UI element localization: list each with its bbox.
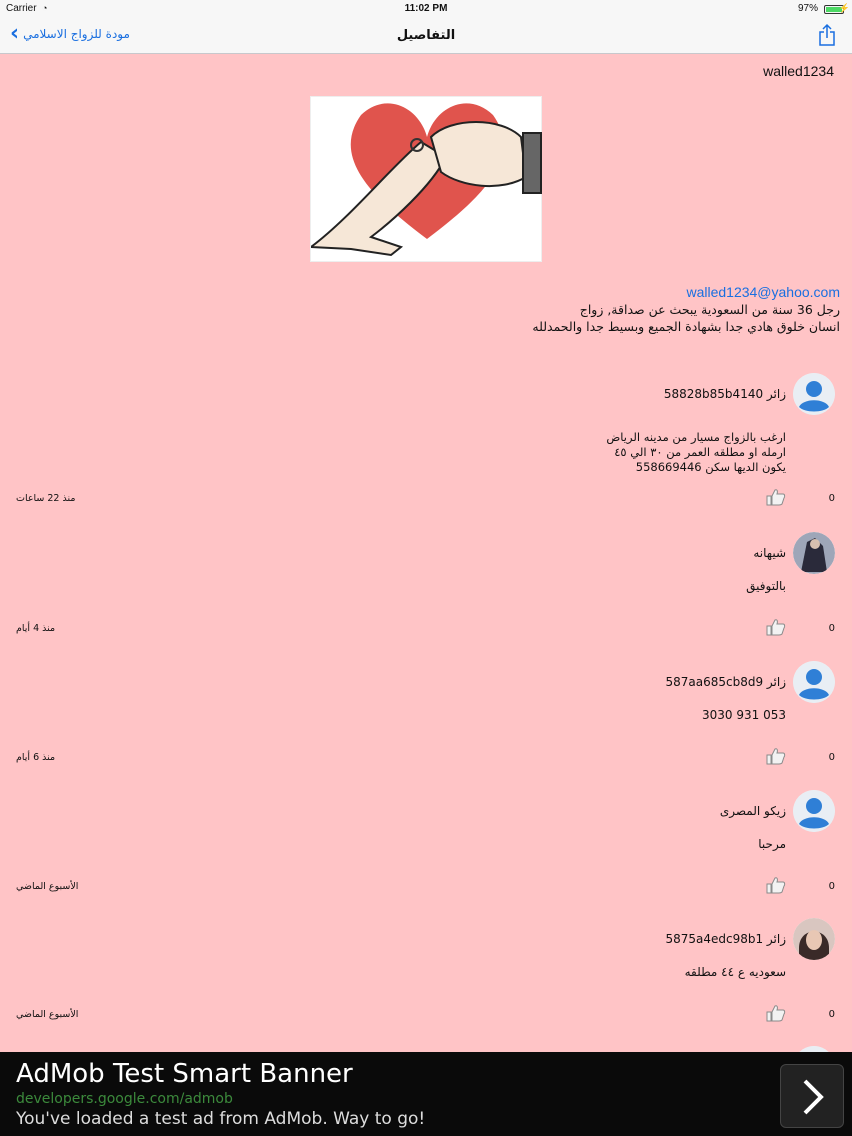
comment-time: منذ 22 ساعات xyxy=(16,493,76,504)
comment-body xyxy=(746,579,786,594)
comment-author: زائر 587aa685cb8d9 xyxy=(665,675,786,689)
comment-item xyxy=(0,532,852,661)
comment-item xyxy=(0,790,852,919)
comment-line: ارغب بالزواج مسيار من مدينه الرياض xyxy=(606,430,786,444)
comment-line: ارمله او مطلقه العمر من ٣٠ الي ٤٥ xyxy=(614,445,786,459)
ad-title: AdMob Test Smart Banner xyxy=(16,1059,353,1089)
thumbs-up-icon[interactable] xyxy=(766,747,786,765)
profile-username: walled1234 xyxy=(763,63,834,79)
comment-line: يكون الديها سكن 558669446 xyxy=(635,460,786,474)
chevron-right-icon xyxy=(781,1065,845,1129)
ad-message: You've loaded a test ad from AdMob. Way to go! xyxy=(16,1109,426,1129)
comment-item xyxy=(0,373,852,502)
wifi-icon: ◔ xyxy=(42,3,48,13)
comment-body xyxy=(702,708,786,723)
carrier-label: Carrier xyxy=(6,3,37,14)
like-count: 0 xyxy=(828,752,835,763)
detail-scroll-view[interactable] xyxy=(0,55,852,1052)
like-count: 0 xyxy=(828,881,835,892)
like-count: 0 xyxy=(828,1009,835,1020)
comment-line: 053 931 3030 xyxy=(701,708,786,722)
navigation-bar xyxy=(0,18,852,54)
ad-url: developers.google.com/admob xyxy=(16,1091,233,1107)
profile-image xyxy=(310,96,542,262)
description-line: انسان خلوق هادي جدا بشهادة الجميع وبسيط جدا والحمدلله xyxy=(532,319,840,334)
profile-email-link[interactable]: walled1234@yahoo.com xyxy=(686,284,840,300)
back-label: مودة للزواج الاسلامي xyxy=(23,27,130,41)
comment-body xyxy=(758,837,786,852)
comment-time: منذ 4 أيام xyxy=(16,623,56,634)
chevron-left-icon: ‹ xyxy=(10,21,20,46)
comment-body xyxy=(606,430,786,475)
like-count: 0 xyxy=(828,493,835,504)
comment-author: زيكو المصرى xyxy=(719,804,786,818)
page-title: التفاصيل xyxy=(396,28,456,43)
charging-icon: ⚡ xyxy=(838,3,850,13)
share-icon[interactable] xyxy=(818,23,836,47)
comment-line: بالتوفيق xyxy=(746,579,786,593)
comment-line: سعوديه ع ٤٤ مطلقه xyxy=(684,965,786,979)
battery-percent: 97% xyxy=(797,3,818,14)
thumbs-up-icon[interactable] xyxy=(766,876,786,894)
comment-time: منذ 6 أيام xyxy=(16,752,56,763)
thumbs-up-icon[interactable] xyxy=(766,488,786,506)
comment-author: زائر 5875a4edc98b1 xyxy=(665,932,786,946)
comment-item xyxy=(0,661,852,790)
profile-description xyxy=(532,301,840,335)
comment-line: مرحبا xyxy=(758,837,786,851)
description-line: رجل 36 سنة من السعودية يبحث عن صداقة, زواج xyxy=(579,302,840,317)
comment-author: زائر 58828b85b4140 xyxy=(663,387,786,401)
default-avatar-icon xyxy=(793,373,835,415)
comment-item xyxy=(0,918,852,1047)
ad-banner[interactable] xyxy=(0,1052,852,1136)
clock: 11:02 PM xyxy=(404,3,448,14)
user-photo-avatar xyxy=(793,918,835,960)
thumbs-up-icon[interactable] xyxy=(766,618,786,636)
thumbs-up-icon[interactable] xyxy=(766,1004,786,1022)
default-avatar-icon xyxy=(793,661,835,703)
default-avatar-icon xyxy=(793,790,835,832)
comment-time: الأسبوع الماضي xyxy=(16,881,79,892)
comment-body xyxy=(685,965,786,980)
user-photo-avatar xyxy=(793,532,835,574)
like-count: 0 xyxy=(828,623,835,634)
ring-heart-illustration xyxy=(311,97,543,263)
comment-time: الأسبوع الماضي xyxy=(16,1009,79,1020)
ad-open-button[interactable] xyxy=(780,1064,844,1128)
comment-author: شيهانه xyxy=(753,546,786,560)
status-bar xyxy=(0,0,852,18)
